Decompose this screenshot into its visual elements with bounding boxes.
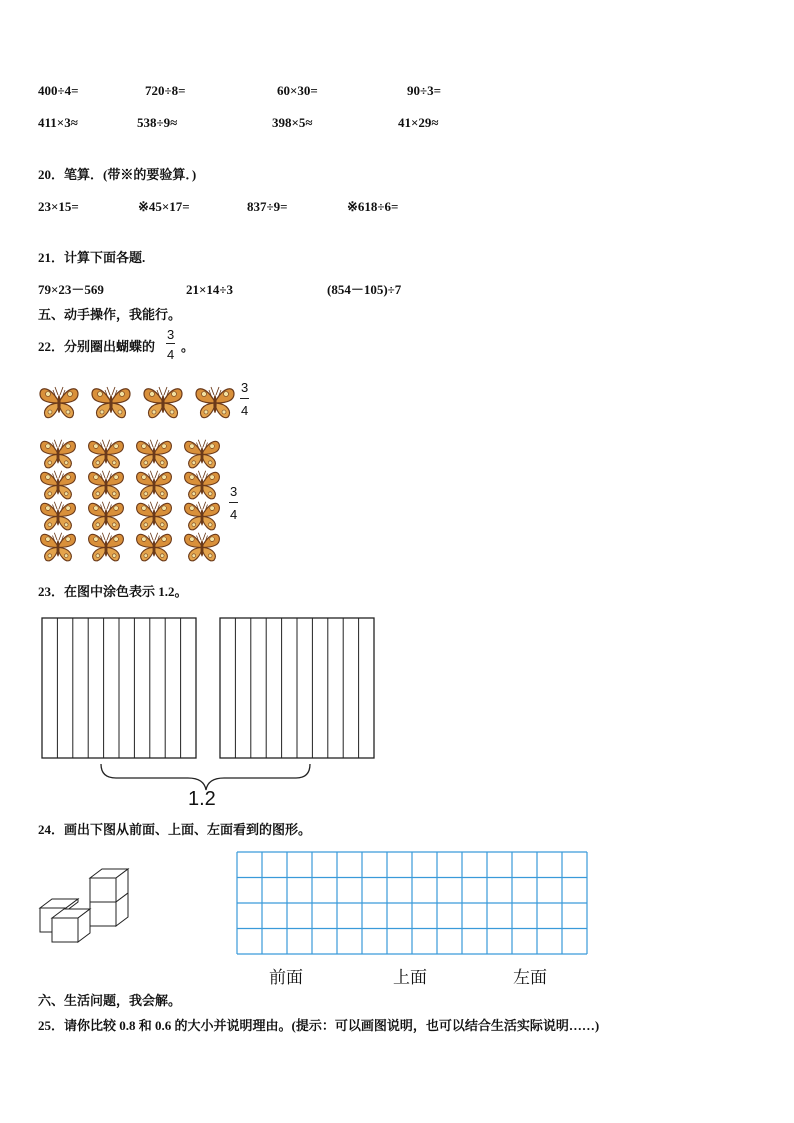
estimate-2: 538÷9≈ xyxy=(137,115,178,130)
row-fraction-numerator: 3 xyxy=(241,380,249,395)
section-5-heading: 五、动手操作，我能行。 xyxy=(38,307,182,322)
q22-title: 22．分别圈出蝴蝶的 xyxy=(38,339,156,354)
butterfly-icon xyxy=(182,499,222,532)
butterfly-icon xyxy=(134,499,174,532)
butterfly-icon xyxy=(86,530,126,563)
grid-fraction-numerator: 3 xyxy=(230,484,238,499)
oral-calc-3: 60×30= xyxy=(277,83,318,98)
butterfly-icon xyxy=(182,530,222,563)
q23-title: 23．在图中涂色表示 1.2。 xyxy=(38,584,188,599)
label-left: 左面 xyxy=(513,968,547,987)
butterfly-icon xyxy=(182,437,222,470)
q22-title-end: 。 xyxy=(181,339,195,354)
drawing-grid[interactable] xyxy=(236,851,590,955)
q20-item-3: 837÷9= xyxy=(247,199,288,214)
butterfly-icon xyxy=(38,530,78,563)
butterfly-icon xyxy=(142,384,184,420)
decimal-label: 1.2 xyxy=(188,788,216,810)
butterfly-icon xyxy=(38,437,78,470)
q21-item-1: 79×23－569 xyxy=(38,282,104,297)
grid-fraction-denominator: 4 xyxy=(230,507,238,522)
q22-fraction-bar xyxy=(166,343,175,344)
q22-fraction-denominator: 4 xyxy=(167,347,175,362)
q25-title: 25．请你比较 0.8 和 0.6 的大小并说明理由。(提示：可以画图说明，也可以结合生活实际说明……) xyxy=(38,1018,600,1033)
butterfly-icon xyxy=(38,384,80,420)
butterfly-icon xyxy=(38,499,78,532)
q21-title: 21．计算下面各题. xyxy=(38,250,146,265)
oral-calc-4: 90÷3= xyxy=(407,83,442,98)
q20-item-1: 23×15= xyxy=(38,199,79,214)
butterfly-icon xyxy=(90,384,132,420)
strip-box-right xyxy=(220,618,374,758)
label-top: 上面 xyxy=(393,968,427,987)
estimate-1: 411×3≈ xyxy=(38,115,78,130)
label-front: 前面 xyxy=(269,968,303,987)
butterfly-icon xyxy=(86,499,126,532)
oral-calc-2: 720÷8= xyxy=(145,83,186,98)
estimate-4: 41×29≈ xyxy=(398,115,439,130)
estimate-3: 398×5≈ xyxy=(272,115,313,130)
oral-calc-1: 400÷4= xyxy=(38,83,79,98)
q20-item-2: ※45×17= xyxy=(138,199,190,214)
q21-item-3: (854－105)÷7 xyxy=(327,282,402,297)
q22-fraction-numerator: 3 xyxy=(167,327,175,342)
butterfly-icon xyxy=(38,468,78,501)
q21-item-2: 21×14÷3 xyxy=(186,282,234,297)
row-fraction-denominator: 4 xyxy=(241,403,249,418)
q24-title: 24．画出下图从前面、上面、左面看到的图形。 xyxy=(38,822,312,837)
row-fraction-bar xyxy=(240,398,249,399)
section-6-heading: 六、生活问题，我会解。 xyxy=(38,993,182,1008)
butterfly-icon xyxy=(134,437,174,470)
butterfly-icon xyxy=(86,468,126,501)
decimal-strips-figure xyxy=(38,614,378,814)
q20-title: 20．笔算．(带※的要验算．) xyxy=(38,167,197,182)
butterfly-icon xyxy=(86,437,126,470)
strip-box-left xyxy=(42,618,196,758)
q20-item-4: ※618÷6= xyxy=(347,199,399,214)
butterfly-icon xyxy=(194,384,236,420)
brace-mark xyxy=(101,764,310,790)
butterfly-icon xyxy=(182,468,222,501)
butterfly-icon xyxy=(134,530,174,563)
grid-fraction-bar xyxy=(229,502,238,503)
cube-stack-icon xyxy=(38,866,130,944)
butterfly-icon xyxy=(134,468,174,501)
